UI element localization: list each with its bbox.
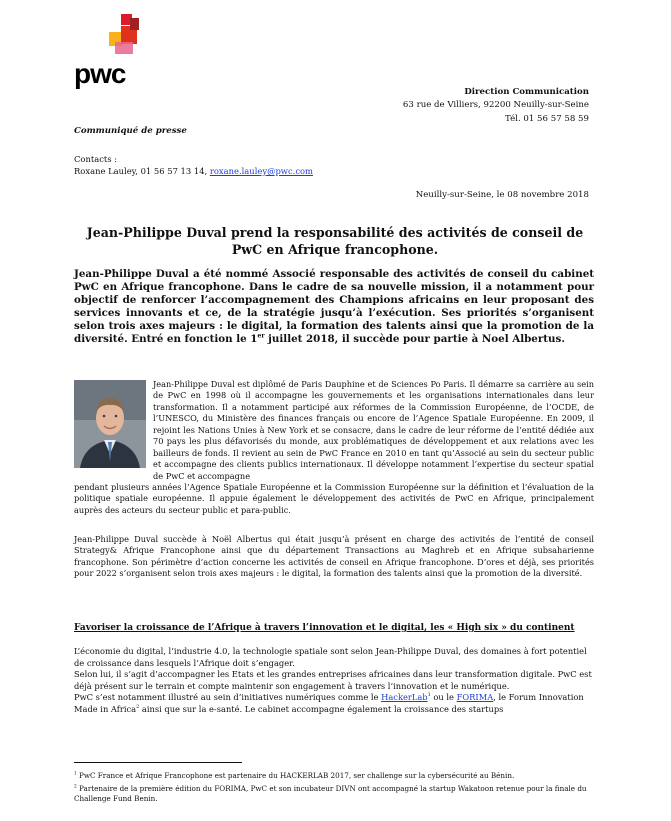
footnote-1-number: 1 — [74, 771, 77, 777]
succession-paragraph: Jean-Philippe Duval succède à Noël Albertus qui était jusqu’à présent en charge des activités de l’entité de conseil Strategy& Afrique Francophone ainsi que du département Transactions au Maghreb et en Afrique subsaharienne francophone. Son périmètre d’action concerne les activités de conseil en Afrique francophone. D’ores et déjà, ses priorités pour 2022 s’organisent selon trois axes majeurs : le digital, la formation des talents ainsi que la promotion de la diversité. — [74, 534, 594, 579]
footnote-rule — [74, 762, 242, 763]
footnote-2-text: Partenaire de la première édition du FORIMA, PwC et son incubateur DIVN ont accompagné la startup Wakatoon retenue pour la finale du Challenge Fund Benin. — [74, 784, 587, 803]
section-line-1: L’économie du digital, l’industrie 4.0, la technologie spatiale sont selon Jean-Philippe Duval, des domaines à fort potentiel de croissance dans lesquels l’Afrique doit s’engager. — [74, 646, 587, 668]
pwc-logo — [74, 14, 144, 89]
section-text-c: , le Forum Innovation Made in Africa — [74, 692, 584, 714]
footnote-1-text: PwC France et Afrique Francophone est partenaire du HACKERLAB 2017, ser challenge sur la cybersécurité au Bénin. — [76, 771, 515, 780]
portrait-illustration — [74, 380, 146, 468]
lead-paragraph — [74, 268, 594, 346]
section-heading: Favoriser la croissance de l’Afrique à travers l’innovation et le digital, les « High six » du continent — [74, 623, 575, 633]
press-title: Jean-Philippe Duval prend la responsabilité des activités de conseil de PwC en Afrique francophone. — [86, 225, 584, 257]
section-line-3 — [74, 692, 594, 715]
press-release-label: Communiqué de presse — [74, 126, 187, 136]
dateline: Neuilly-sur-Seine, le 08 novembre 2018 — [415, 190, 589, 200]
footnote-ref-1: 1 — [427, 692, 431, 699]
contact-email-link[interactable]: roxane.lauley@pwc.com — [209, 166, 313, 176]
bio-paragraph-full: pendant plusieurs années l’Agence Spatiale Européenne et la Commission Européenne sur la définition et l’évaluation de la politique spatiale européenne. Il appuie également le développement des activités de PwC en Afrique, principalement auprès des acteurs du secteur public et para-public. — [74, 482, 594, 515]
lead-text: Jean-Philippe Duval a été nommé Associé responsable des activités de conseil du cabinet PwC en Afrique francophone. Dans le cadre de sa nouvelle mission, il a notamment pour objectif de renforcer l’accompagnement des Champions africains en leur proposant des services innovants et ce, de la stratégie jusqu’à l’exécution. Ses priorités s’organisent selon trois axes majeurs : le digital, la formation des talents ainsi que la promotion de la diversité. Entré en fonction le 1 — [74, 268, 594, 345]
contacts-label: Contacts : — [74, 154, 118, 164]
portrait-photo — [74, 380, 146, 468]
logo-block-darkred — [130, 18, 139, 30]
lead-sup: er — [257, 332, 265, 340]
hackerlab-link[interactable]: HackerLab — [381, 692, 428, 702]
section-text-d: ainsi que sur la e-santé. Le cabinet accompagne également la croissance des startups — [139, 703, 504, 714]
logo-wordmark: pwc — [74, 58, 126, 89]
contacts-block — [74, 153, 313, 177]
lead-text-end: juillet 2018, il succède pour partie à Noel Albertus. — [264, 333, 565, 345]
header-address: 63 rue de Villiers, 92200 Neuilly-sur-Seine — [402, 100, 589, 110]
footnote-2-number: 2 — [74, 784, 77, 790]
section-body — [74, 646, 594, 715]
logo-block-pink — [115, 42, 133, 54]
footnote-1 — [74, 771, 598, 781]
bio-paragraph-wrapped: Jean-Philippe Duval est diplômé de Paris Dauphine et de Sciences Po Paris. Il démarre sa carrière au sein de PwC en 1998 où il accompagne les gouvernements et les organisations internationales dans leur transformation. Il a notamment participé aux réformes de la Commission Européenne, de l’OCDE, de l’UNESCO, du Ministère des finances français ou encore de l’Agence Spatiale Européenne. En 2009, il rejoint les Nations Unies à New York et se consacre, dans le cadre de leur réforme de l’entité dédiée aux 70 pays les plus défavorisés du monde, aux problématiques de développement et aux relations avec les bailleurs de fonds. Il revient au sein de PwC France en 2010 en tant qu’Associé au sein du secteur public et accompagne des clients publics internationaux. Il développe notamment l’expertise du secteur spatial de PwC et accompagne — [153, 379, 594, 481]
header-phone: Tél. 01 56 57 58 59 — [505, 114, 589, 124]
section-text-a: PwC s’est notamment illustré au sein d’initiatives numériques comme le — [74, 692, 382, 702]
contact-name-phone: Roxane Lauley, 01 56 57 13 14, — [74, 166, 210, 176]
footnote-2 — [74, 784, 598, 804]
section-line-2: Selon lui, il s’agit d’accompagner les Etats et les grandes entreprises africaines dans leur transformation digitale. PwC est déjà présent sur le terrain et compte maintenir son engagement à travers l’innovation et le numérique. — [74, 669, 592, 691]
section-text-b: ou le — [430, 692, 457, 702]
contact-line — [74, 165, 313, 177]
forima-link[interactable]: FORIMA — [456, 692, 494, 702]
header-department: Direction Communication — [464, 87, 589, 97]
footnote-ref-2: 2 — [136, 703, 140, 710]
